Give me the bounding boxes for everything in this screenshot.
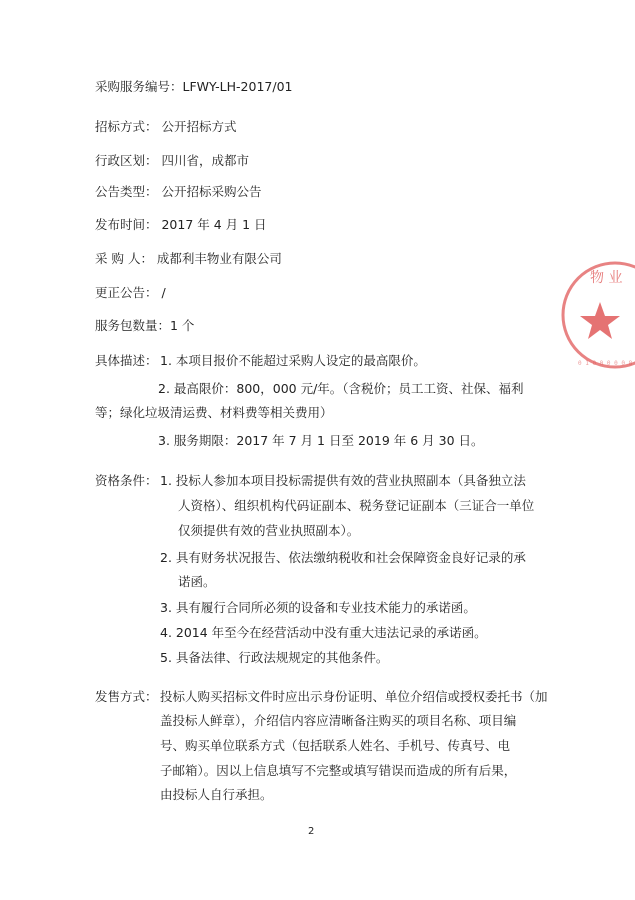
qualification-label: 资格条件： [95,473,158,488]
description-label: 具体描述： [95,353,158,368]
bid-method: 招标方式： 公开招标方式 [95,119,237,134]
qualification-item-1-cont2: 仅须提供有效的营业执照副本）。 [178,523,360,538]
qualification-item-2: 2. 具有财务状况报告、依法缴纳税收和社会保障资金良好记录的承 [160,550,526,565]
service-number: 采购服务编号：LFWY-LH-2017/01 [95,79,293,94]
sale-line-3: 号、购买单位联系方式（包括联系人姓名、手机号、传真号、电 [160,738,511,753]
qualification-item-1-cont: 人资格）、组织机构代码证副本、税务登记证副本（三证合一单位 [178,498,535,513]
company-seal [560,250,635,380]
page-number: 2 [308,826,315,837]
description-item-2: 2. 最高限价：800，000 元/年。（含税价；员工工资、社保、福利 [158,381,524,396]
sale-line-2: 盖投标人鲜章），介绍信内容应清晰备注购买的项目名称、项目编 [160,713,517,728]
sale-line-1: 投标人购买招标文件时应出示身份证明、单位介绍信或授权委托书（加 [160,689,548,704]
sale-line-4: 子邮箱）。因以上信息填写不完整或填写错误而造成的所有后果， [160,763,517,778]
purchaser: 采 购 人： 成都利丰物业有限公司 [95,251,282,266]
region: 行政区划： 四川省，成都市 [95,153,249,168]
qualification-item-2-cont: 诺函。 [178,574,216,589]
publish-time: 发布时间： 2017 年 4 月 1 日 [95,217,267,232]
package-count: 服务包数量：1 个 [95,318,195,333]
description-item-3: 3. 服务期限：2017 年 7 月 1 日至 2019 年 6 月 30 日。 [158,433,484,448]
description-item-2-cont: 等；绿化垃圾清运费、材料费等相关费用） [95,405,333,420]
qualification-item-3: 3. 具有履行合同所必须的设备和专业技术能力的承诺函。 [160,600,476,615]
qualification-item-4: 4. 2014 年至今在经营活动中没有重大违法记录的承诺函。 [160,625,487,640]
sale-label: 发售方式： [95,689,158,704]
correction-notice: 更正公告： / [95,285,166,300]
svg-text:0 1 0 0 0 0 0 8: 0 1 0 0 0 0 0 8 [578,360,633,367]
description-item-1: 1. 本项目报价不能超过采购人设定的最高限价。 [160,353,426,368]
notice-type: 公告类型： 公开招标采购公告 [95,184,262,199]
qualification-item-5: 5. 具备法律、行政法规规定的其他条件。 [160,650,389,665]
sale-line-5: 由投标人自行承担。 [160,787,273,802]
svg-text:物 业: 物 业 [590,270,623,286]
qualification-item-1: 1. 投标人参加本项目投标需提供有效的营业执照副本（具备独立法 [160,473,526,488]
